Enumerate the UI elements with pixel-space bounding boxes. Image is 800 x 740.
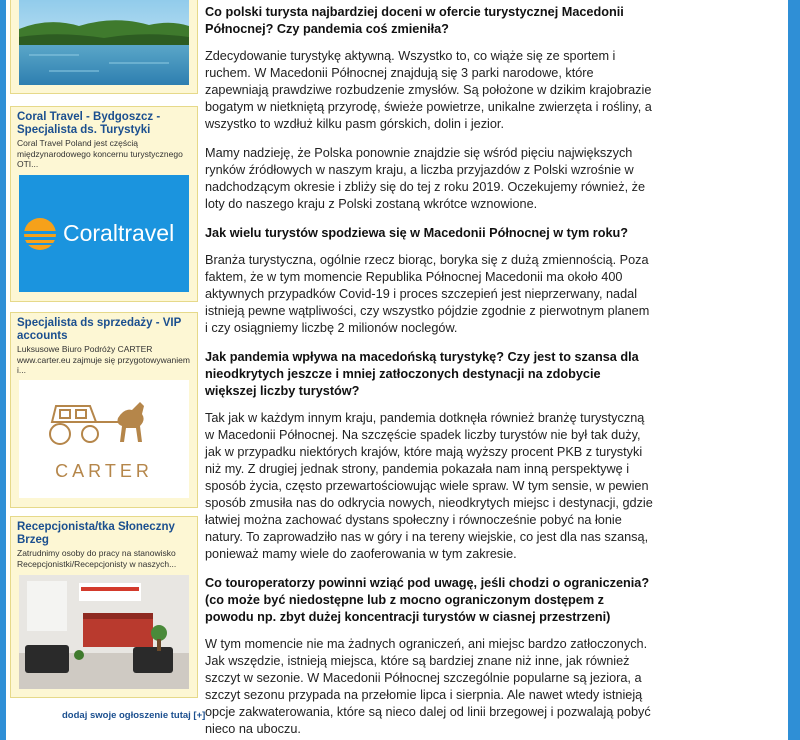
- job-ad-card[interactable]: [10, 516, 198, 698]
- job-ad-description: Coral Travel Poland jest częścią międzynarodowego koncernu turystycznego OTI...: [17, 138, 183, 169]
- carter-logo-text: CARTER: [55, 461, 153, 481]
- carter-logo: [19, 380, 189, 498]
- coral-logo-text: Coraltravel: [63, 220, 175, 246]
- coral-travel-logo: [19, 175, 189, 292]
- add-listing-link[interactable]: dodaj swoje ogłoszenie tutaj [+]: [62, 710, 206, 721]
- carriage-icon: [44, 396, 164, 452]
- article-body: [205, 4, 655, 740]
- job-ad-card[interactable]: [10, 106, 198, 302]
- job-ad-title[interactable]: Coral Travel - Bydgoszcz - Specjalista ds. Turystyki: [17, 111, 161, 136]
- article-question: Jak pandemia wpływa na macedońską turystykę? Czy jest to szansa dla nieodkrytych jeszcze i mniej zatłoczonych destynacji na zdobycie większej liczby turystów?: [205, 350, 639, 398]
- article-paragraph: Mamy nadzieję, że Polska ponownie znajdzie się wśród pięciu największych rynków źródłowych w naszym kraju, a liczba przyjazdów z Polski wzrośnie w nadchodzącym okresie i zbliży się do tej z roku 2019. Oczekujemy również, że loty do naszego kraju z Polski zostaną wkrótce wznowione.: [205, 146, 646, 211]
- job-ad-title[interactable]: Specjalista ds sprzedaży - VIP accounts: [17, 317, 182, 342]
- lake-photo: [19, 0, 189, 85]
- job-ad-title[interactable]: Recepcjonista/tka Słoneczny Brzeg: [17, 521, 175, 546]
- article-paragraph: Branża turystyczna, ogólnie rzecz biorąc, boryka się z dużą zmiennością. Poza faktem, że w tym momencie Republika Północnej Macedonii ma około 400 aktywnych przypadków Covid-19 i proces szczepień jest nieprzerwany, nadal istnieją pewne wątpliwości, czy wszystko pójdzie zgodnie z pierwotnym planem i czy osiągniemy liczbę 2 milionów noclegów.: [205, 253, 650, 335]
- page: [6, 0, 788, 740]
- article-paragraph: Tak jak w każdym innym kraju, pandemia dotknęła również branżę turystyczną w Macedonii Północnej. Na szczęście spadek liczby turystów nie był tak duży, jak w przypadku niektórych krajów, które mają wyższy procent PKB z turystyki niż my. Z drugiej jednak strony, pandemia pokazała nam inną perspektywę i sposób życia, często przewartościowując wiele spraw. W tym sensie, w pewien sposób zmusiła nas do odkrycia nowych, nieodkrytych miejsc i destynacji, gdzie łatwiej można zachować dystans społeczny i równocześnie pobyć na łonie natury. To zaprowadziło nas w góry i na tereny wiejskie, co jest dla nas szansą, ponieważ mamy wiele do zaoferowania w tym zakresie.: [205, 411, 653, 561]
- article-paragraph: W tym momencie nie ma żadnych ograniczeń, ani miejsc bardzo zatłoczonych. Jak wszędzie, istnieją miejsca, które są bardziej znane niż inne, jak również szczyt w sezonie. W Macedonii Północnej szczególnie popularne są jeziora, a szczyt sezonu przypada na przełomie lipca i sierpnia. Ale nawet wtedy istnieją opcje zakwaterowania, które są nieco dalej od linii brzegowej i pozwalają pobyć nieco na uboczu.: [205, 637, 651, 736]
- reception-photo: [19, 575, 189, 689]
- lake-photo-card[interactable]: [10, 0, 198, 94]
- job-ad-description: Luksusowe Biuro Podróży CARTER www.carter.eu zajmuje się przygotowywaniem i...: [17, 344, 190, 375]
- article-question: Jak wielu turystów spodziewa się w Macedonii Północnej w tym roku?: [205, 226, 629, 240]
- job-ad-card[interactable]: [10, 312, 198, 508]
- article-paragraph: Zdecydowanie turystykę aktywną. Wszystko to, co wiąże się ze sportem i ruchem. W Macedonii Północnej znajdują się 3 parki narodowe, które zapewniają prawdziwe rozbudzenie zmysłów. Są położone w dzikim krajobrazie bogatym w nietkniętą przyrodę, świeże powietrze, unikalne zwierzęta i rośliny, a wszystko to wzdłuż kilku pasm górskich, dolin i jezior.: [205, 49, 652, 131]
- coral-sun-icon: [23, 217, 57, 251]
- article-question: Co polski turysta najbardziej doceni w ofercie turystycznej Macedonii Północnej? Czy pandemia coś zmieniła?: [205, 5, 624, 36]
- job-ad-description: Zatrudnimy osoby do pracy na stanowisko Recepcjonistki/Recepcjonisty w naszych...: [17, 548, 177, 569]
- article-question: Co touroperatorzy powinni wziąć pod uwagę, jeśli chodzi o ograniczenia? (co może być niedostępne lub z mocno ograniczonym dostępem z powodu np. zbyt dużej koncentracji turystów w ciasnej przestrzeni): [205, 576, 650, 624]
